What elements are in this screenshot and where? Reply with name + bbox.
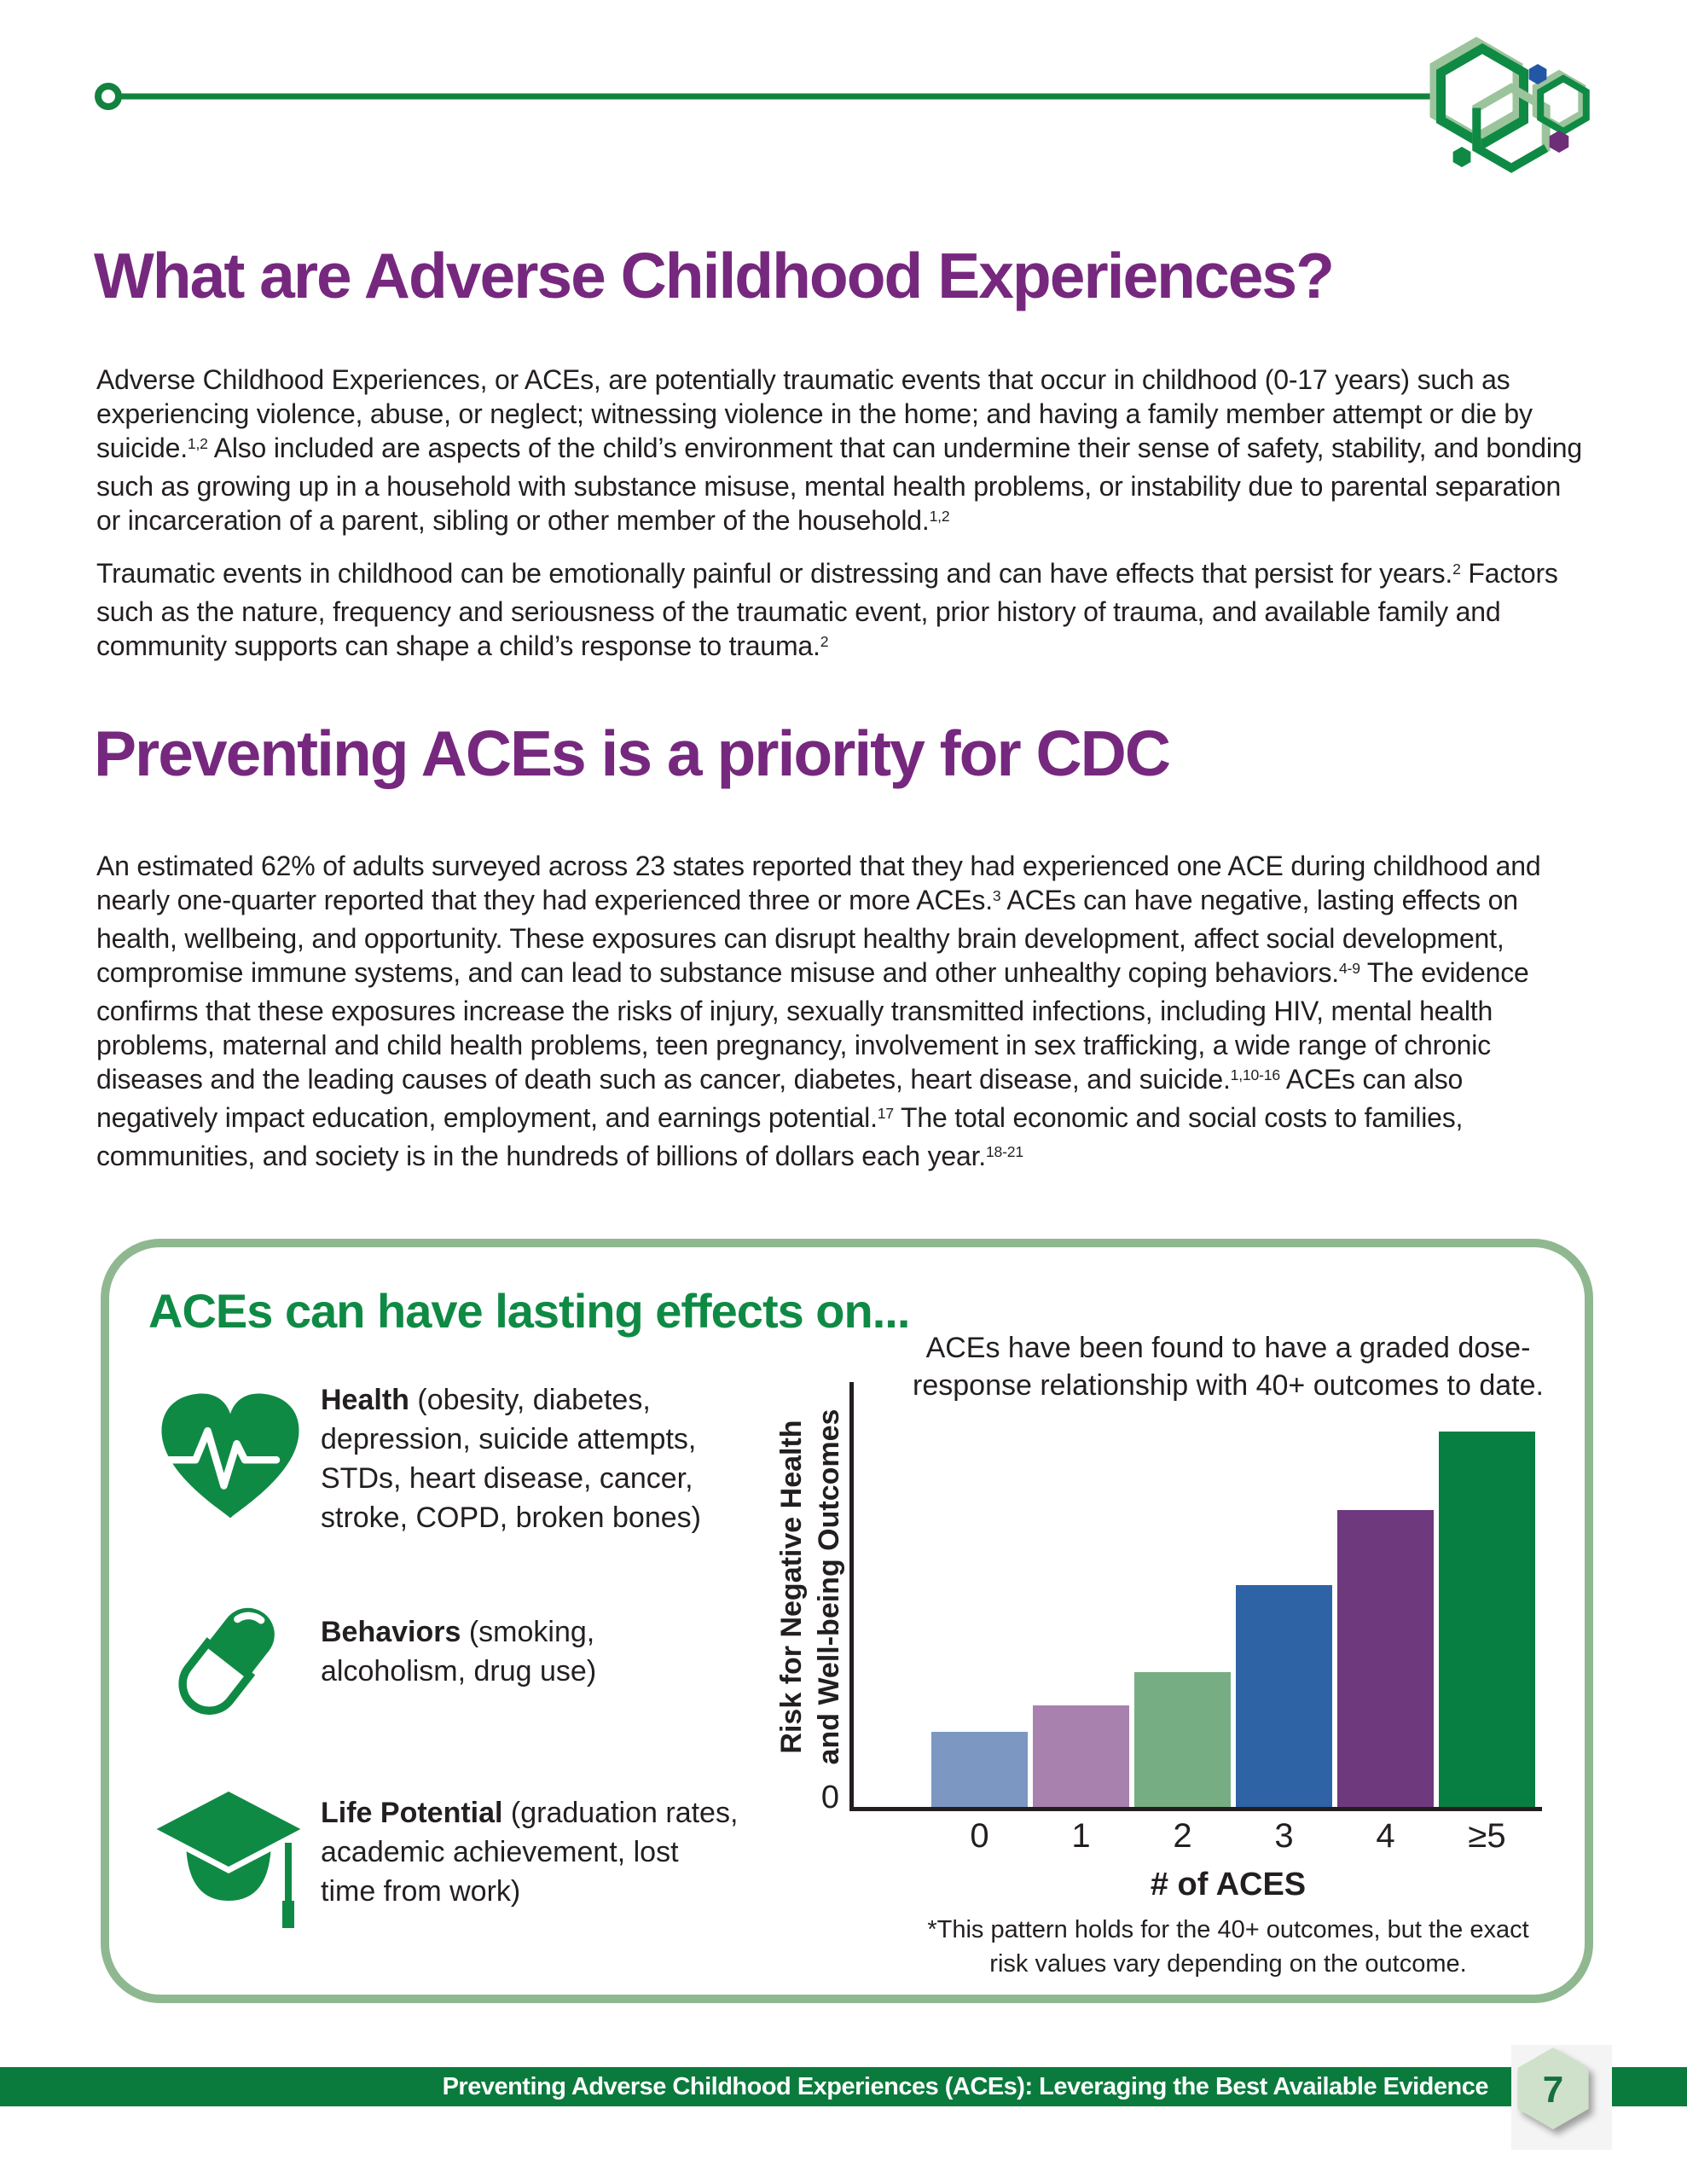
life-line: time from work)	[321, 1875, 521, 1908]
y-label-line: and Well-being Outcomes	[813, 1409, 845, 1765]
chart-y-axis-label	[773, 1374, 851, 1800]
life-line: Life Potential (graduation rates,	[321, 1797, 739, 1829]
page-title: What are Adverse Childhood Experiences?	[94, 240, 1333, 311]
chart-y-axis	[849, 1382, 854, 1809]
pill-icon	[156, 1587, 301, 1732]
chart-x-axis	[849, 1807, 1542, 1811]
x-tick-≥5: ≥5	[1468, 1817, 1506, 1855]
page-number: 7	[1542, 2069, 1564, 2111]
footnote-line: *This pattern holds for the 40+ outcomes, but the exact	[927, 1916, 1529, 1943]
ring-icon	[98, 86, 119, 107]
chart-footnote	[810, 1913, 1646, 1981]
box-heading: ACEs can have lasting effects on...	[148, 1284, 910, 1338]
health-line: stroke, COPD, broken bones)	[321, 1502, 701, 1534]
paragraph-aces-definition: Adverse Childhood Experiences, or ACEs, are potentially traumatic events that occur in childhood (0-17 years) such as experiencing violence, abuse, or neglect; witnessing violence in the home; and having a family member attempt or die by suicide.$^{1,2}$ Also included are aspects of the child’s environment that can undermine their sense of safety, stability, and bonding such as growing up in a household with substance misuse, mental health problems, or instability due to parental separation or incarceration of a parent, sibling or other member of the household.$^{1,2}$	[96, 364, 1582, 536]
chart-title	[810, 1329, 1646, 1404]
bar-aces-3	[1236, 1585, 1332, 1807]
chart-title-line: response relationship with 40+ outcomes to date.	[913, 1369, 1544, 1402]
chart-x-axis-label: # of ACES	[1150, 1867, 1307, 1902]
chart-title-line: ACEs have been found to have a graded dose-	[925, 1332, 1531, 1364]
chart-bars	[931, 1432, 1535, 1807]
x-tick-4: 4	[1376, 1817, 1395, 1855]
health-line: Health (obesity, diabetes,	[321, 1384, 651, 1416]
paragraph-prevalence: An estimated 62% of adults surveyed across 23 states reported that they had experienced one ACE during childhood and nearly one-quarter reported that they had experienced three or more ACEs.$^3$ ACEs can have negative, lasting effects on health, wellbeing, and opportunity. These exposures can disrupt healthy brain development, affect social development, compromise immune systems, and can lead to substance misuse and other unhealthy coping behaviors.$^{4-9}$ The evidence confirms that these exposures increase the risks of injury, sexually transmitted infections, including HIV, mental health problems, maternal and child health problems, teen pregnancy, involvement in sex trafficking, a wide range of chronic diseases and the leading causes of death such as cancer, diabetes, heart disease, and suicide.$^{1,10-16}$ ACEs can also negatively impact education, employment, and earnings potential.$^{17}$ The total economic and social costs to families, communities, and society is in the hundreds of billions of dollars each year.$^{18-21}$	[96, 851, 1541, 1171]
x-tick-2: 2	[1173, 1817, 1192, 1855]
heart-ekg-icon	[154, 1385, 307, 1526]
bar-aces-2	[1134, 1672, 1231, 1807]
section-title-preventing-aces: Preventing ACEs is a priority for CDC	[94, 717, 1169, 789]
y-label-line: Risk for Negative Health	[775, 1420, 808, 1754]
footer-title: Preventing Adverse Childhood Experiences (ACEs): Leveraging the Best Available Evidence	[442, 2073, 1488, 2100]
bar-aces-0	[931, 1732, 1028, 1807]
hexagon-cluster-logo	[1407, 26, 1629, 230]
bar-aces-≥5	[1439, 1432, 1535, 1807]
health-line: depression, suicide attempts,	[321, 1423, 697, 1455]
page-number-hexagon	[1511, 2043, 1614, 2154]
green-hexagon-dot-icon	[1453, 147, 1471, 167]
footer-band	[0, 2067, 1687, 2106]
top-rule-decoration	[77, 77, 1441, 119]
behaviors-line: Behaviors (smoking,	[321, 1616, 595, 1648]
bar-aces-1	[1033, 1705, 1129, 1807]
graduation-cap-icon	[143, 1783, 314, 1937]
paragraph-traumatic-events: Traumatic events in childhood can be emotionally painful or distressing and can have effects that persist for years.$^2$ Factors such as the nature, frequency and seriousness of the traumatic event, prior history of trauma, and available family and community supports can shape a child’s response to trauma.$^2$	[96, 558, 1558, 661]
x-tick-3: 3	[1274, 1817, 1294, 1855]
bar-aces-4	[1337, 1510, 1434, 1807]
behaviors-item	[321, 1612, 596, 1691]
y-axis-zero-tick: 0	[820, 1780, 839, 1815]
lasting-effects-box	[101, 1239, 1593, 2003]
life-line: academic achievement, lost	[321, 1836, 679, 1868]
health-line: STDs, heart disease, cancer,	[321, 1462, 693, 1495]
health-item	[321, 1380, 701, 1537]
behaviors-line: alcoholism, drug use)	[321, 1655, 597, 1687]
chart-x-ticks	[931, 1817, 1535, 1856]
x-tick-0: 0	[970, 1817, 989, 1855]
x-tick-1: 1	[1071, 1817, 1091, 1855]
footnote-line: risk values vary depending on the outcome.	[989, 1950, 1467, 1978]
life-potential-item	[321, 1793, 738, 1911]
